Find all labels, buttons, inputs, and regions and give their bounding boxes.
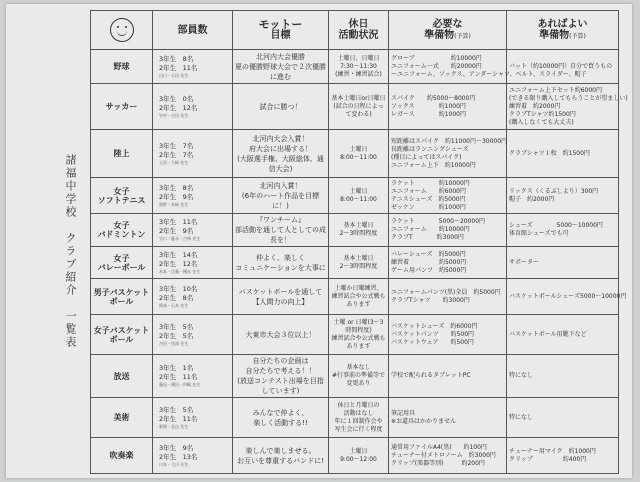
holiday-line: 土曜日 [349, 145, 368, 153]
member-count: 2年生 11名 [159, 373, 198, 381]
club-required [389, 398, 507, 438]
club-row [91, 84, 619, 130]
optional-item: バスケットボールシューズ5000〜10000円 [509, 292, 627, 300]
club-name-line: サッカー [105, 102, 138, 111]
required-item: 練習着 約5000円 [391, 258, 467, 266]
club-holiday [329, 84, 389, 130]
club-motto [233, 130, 329, 178]
club-row [91, 315, 619, 355]
holiday-line: 9:00〜12:00 [340, 455, 377, 463]
club-holiday [329, 247, 389, 279]
member-count: 3年生 10名 [159, 284, 198, 293]
club-name-line: 女子バスケット [93, 325, 150, 335]
required-item: ゲーム用パンツ 約5000円 [391, 266, 467, 274]
motto-line: 北河内大会優勝 [256, 52, 305, 61]
club-motto [233, 84, 329, 130]
club-optional [507, 247, 619, 279]
club-members [153, 355, 233, 398]
club-optional [507, 214, 619, 247]
motto-line: 夏の優勝野球大会で２次優勝に進む [235, 62, 326, 81]
motto-line: 楽しんで楽しませる。 [245, 446, 316, 455]
club-advisors: 川木・大川 先生 [159, 461, 189, 467]
club-holiday [329, 398, 389, 438]
holiday-line: 休日と月曜日の [337, 401, 380, 409]
required-item: ラケット 約10000円 [391, 179, 470, 187]
required-item: バレーシューズ 約5000円 [391, 250, 466, 258]
club-required [389, 279, 507, 315]
holiday-line: 8:00〜11:00 [340, 153, 377, 161]
club-holiday [329, 50, 389, 84]
club-name-line: バドミントン [97, 230, 146, 239]
member-count: 3年生 14名 [159, 250, 198, 259]
required-item: (種目によってはスパイク) [391, 153, 462, 161]
optional-item: 帽子 約2000円 [509, 195, 555, 203]
optional-item: サポーター [509, 258, 540, 266]
required-item: 学校で配られるタブレットPC [391, 372, 471, 379]
club-required [389, 84, 507, 130]
club-name-line: 男子バスケット [93, 287, 150, 297]
club-row [91, 279, 619, 315]
required-item: 長距離はランニングシューズ [391, 145, 469, 153]
motto-line: お互いを尊重するバンドに! [237, 456, 324, 465]
club-name-line: ボール [109, 296, 134, 306]
holiday-line: 2〜3時間程度 [339, 230, 378, 237]
club-required [389, 315, 507, 355]
required-item: グローブ 約10000円 [391, 54, 482, 62]
member-count: 3年生 1名 [159, 364, 194, 372]
required-item: テニスシューズ 約5000円 [391, 195, 466, 203]
club-advisors: 竹口・藤永・古林 先生 [159, 236, 201, 241]
club-optional [507, 50, 619, 84]
club-advisors: 阿部・石木 先生 [159, 302, 189, 308]
club-name-line: 野球 [113, 62, 130, 71]
club-holiday [329, 214, 389, 247]
club-optional [507, 438, 619, 474]
club-motto [233, 279, 329, 315]
holiday-line: 基本なし [346, 364, 371, 371]
club-members [153, 247, 233, 279]
club-holiday [329, 130, 389, 178]
club-name [91, 247, 153, 279]
holiday-line: 土曜 or 日曜(3〜3時間程度) [333, 318, 384, 334]
holiday-line: 年に１回制作会や [334, 417, 383, 425]
member-count: 3年生 9名 [159, 443, 194, 452]
member-count: 2年生 11名 [159, 63, 198, 72]
motto-line: 【人間力の向上】 [252, 297, 309, 306]
club-holiday [329, 355, 389, 398]
club-advisors: 木本・辻藤・樋永 先生 [159, 268, 201, 274]
club-name [91, 279, 153, 315]
club-name-line: 陸上 [113, 149, 130, 158]
club-required [389, 247, 507, 279]
club-motto [233, 214, 329, 247]
holiday-line: 土曜日、日曜日 [337, 54, 380, 62]
optional-item: クラブシャツ１枚 約1500円 [509, 149, 590, 157]
member-count: 3年生 5名 [159, 322, 194, 331]
header-face-cell [91, 11, 153, 50]
motto-line: (放送コンテスト出場を目指しています) [237, 377, 324, 395]
required-item: ユニフォームパンツ(黒)全員 約5000円 [391, 288, 501, 296]
club-advisors: 藤田・國田・村嶋 先生 [159, 382, 201, 387]
required-item: クラブT 約3000円 [391, 234, 464, 241]
club-members [153, 438, 233, 474]
header-members: 部員数 [153, 11, 233, 50]
club-name [91, 50, 153, 84]
required-item: 通常用ファイルA4(黒) 約100円 [391, 443, 487, 451]
club-advisors: 土居・大崎 先生 [159, 159, 189, 165]
club-row [91, 214, 619, 247]
club-holiday [329, 438, 389, 474]
member-count: 2年生 12名 [159, 259, 198, 268]
holiday-line: 8:00〜11:00 [340, 195, 377, 203]
required-item: ユニフォーム 約10000円 [391, 226, 470, 233]
required-item: ゼッケン 約1000円 [391, 203, 466, 211]
required-item: ーユニフォーム、ソックス、アンダーシャツ、ベルト、スライダー、帽子 [391, 70, 587, 78]
required-item: ※お道具はかかりません [391, 417, 457, 425]
club-required [389, 438, 507, 474]
member-count: 2年生 7名 [159, 150, 194, 159]
header-row [91, 11, 619, 50]
club-row [91, 247, 619, 279]
required-item: バスケットシューズ 約6000円 [391, 322, 478, 330]
header-required: 必要な 準備物(予算) [389, 11, 507, 50]
club-row [91, 398, 619, 438]
club-advisors: 新開・北山 先生 [159, 423, 189, 429]
motto-line: 大東市大会３位以上！ [245, 330, 316, 339]
club-list-sheet [6, 4, 632, 478]
club-advisors: 奥野・木崎 先生 [159, 201, 189, 207]
club-name-line: 放送 [113, 371, 130, 381]
club-name [91, 438, 153, 474]
motto-line: 北河内入賞！ [259, 181, 302, 190]
optional-item: シューズ 5000〜10000円 [509, 222, 603, 229]
optional-item: クリップ 約400円 [509, 455, 587, 463]
optional-item: クラブTシャツ約1500円 [509, 110, 576, 118]
holiday-line: 土曜日 [349, 187, 368, 195]
club-members [153, 214, 233, 247]
motto-line: 北河内大会入賞！ [252, 134, 309, 143]
holiday-line: (練習・練習試合) [335, 70, 382, 78]
optional-item: 特になし [509, 413, 534, 421]
club-advisors: 山口・石田 先生 [159, 72, 189, 78]
required-item: スパイク 約5000〜8000円 [391, 94, 476, 102]
motto-line: 試合に勝つ！ [259, 102, 302, 111]
motto-line: バスケットボールを通して [238, 287, 323, 296]
required-item: バスケットウェア 約500円 [391, 338, 474, 346]
club-name-line: 女子 [113, 186, 130, 196]
required-item: ユニフォーム上下 約10000円 [391, 161, 476, 169]
required-item: レガース 約1000円 [391, 110, 466, 118]
club-motto [233, 438, 329, 474]
club-row [91, 438, 619, 474]
club-required [389, 355, 507, 398]
club-name [91, 130, 153, 178]
holiday-line: 2〜3時間程度 [339, 262, 378, 270]
motto-line: コミュニケーションを大事に [235, 263, 326, 272]
club-optional [507, 279, 627, 315]
club-motto [233, 178, 329, 214]
club-required [389, 214, 507, 247]
club-motto [233, 355, 329, 398]
header-motto: モットー 目標 [233, 11, 329, 50]
club-row [91, 130, 619, 178]
member-count: 3年生 5名 [159, 405, 194, 414]
member-count: 2年生 8名 [159, 293, 194, 302]
club-members [153, 84, 233, 130]
optional-item: (購入しなくても大丈夫) [509, 118, 574, 126]
header-holiday: 休日 活動状況 [329, 11, 389, 50]
club-members [153, 398, 233, 438]
club-table [90, 10, 628, 474]
motto-line: 仲よく、楽しく [256, 253, 305, 262]
club-optional [507, 130, 619, 178]
club-motto [233, 315, 329, 355]
club-row [91, 50, 619, 84]
club-optional [507, 315, 619, 355]
holiday-line: (試合の日程によって変わる) [333, 102, 384, 118]
motto-line: 部活動を通して人としての成長を！ [235, 226, 326, 244]
club-advisors: 竹中・吉田 先生 [159, 112, 189, 118]
document-side-title: 諸福中学校 クラブ紹介 一覧表 [64, 154, 77, 349]
club-required [389, 130, 507, 178]
required-item: クリップ(楽器等別) 約200円 [391, 459, 485, 467]
required-item: クラブTシャツ 約3000円 [391, 296, 470, 304]
motto-line: 楽しく活動する!! [253, 418, 308, 427]
motto-line: 自分たちの企画は [252, 357, 309, 365]
club-motto [233, 247, 329, 279]
holiday-line: 活動はなし [343, 409, 374, 417]
club-name [91, 355, 153, 398]
holiday-line: #行事前の準備等で変更あり [331, 372, 386, 387]
optional-item: (できる限り購入してもらうことが望ましい) [509, 94, 628, 102]
club-name [91, 214, 153, 247]
club-members [153, 279, 233, 315]
optional-item: バスケットボール用靴下など [509, 330, 587, 338]
club-name-line: 女子 [113, 221, 130, 230]
club-row [91, 178, 619, 214]
header-optional: あればよい 準備物(予算) [507, 11, 619, 50]
club-required [389, 178, 507, 214]
member-count: 2年生 9名 [159, 192, 194, 201]
club-row [91, 355, 619, 398]
motto-line: (大阪選手権、大阪総体、通信大会) [237, 154, 324, 173]
required-item: チューナー付メトロノーム 約3000円 [391, 451, 496, 459]
motto-line: 府大会に出場する！ [249, 144, 312, 153]
club-name-line: 吹奏楽 [109, 451, 134, 460]
member-count: 3年生 8名 [159, 183, 194, 192]
club-name-line: 女子 [113, 253, 130, 263]
club-name-line: バレーボール [97, 262, 146, 272]
club-name [91, 178, 153, 214]
club-name-line: 美術 [113, 413, 130, 422]
club-members [153, 130, 233, 178]
club-members [153, 178, 233, 214]
optional-item: バット（約10000円）自分で買うもの [509, 62, 613, 70]
club-holiday [329, 315, 389, 355]
member-count: 3年生 0名 [159, 94, 194, 103]
optional-item: 練習着 約2000円 [509, 102, 561, 110]
required-item: ラケット 5000〜20000円 [391, 218, 486, 225]
club-name [91, 315, 153, 355]
club-members [153, 315, 233, 355]
optional-item: リックス（くるぶしより）300円 [509, 187, 599, 195]
holiday-line: 練習試合や公式戦もあります [331, 292, 386, 308]
holiday-line: 7:30〜11:30 [340, 62, 377, 70]
club-name [91, 84, 153, 130]
holiday-line: 基本土曜日or日曜日 [331, 94, 386, 102]
optional-item: ユニフォーム上下セット約6000円 [509, 86, 602, 94]
club-optional [507, 398, 619, 438]
club-optional [507, 355, 619, 398]
club-members [153, 50, 233, 84]
required-item: 筆記用具 [391, 409, 416, 417]
smiley-icon [110, 18, 134, 42]
holiday-line: 練習試合や公式戦もあります [331, 334, 386, 350]
holiday-line: 基本土曜日 [343, 222, 374, 229]
member-count: 2年生 9名 [159, 227, 194, 235]
club-name-line: ソフトテニス [97, 195, 146, 205]
holiday-line: 土曜日 [349, 447, 368, 455]
holiday-line: 基本土曜日 [343, 254, 374, 262]
club-advisors: 吉田・里深 先生 [159, 340, 189, 346]
required-item: ソックス 約1000円 [391, 102, 466, 110]
club-holiday [329, 279, 389, 315]
required-item: ユニフォーム一式 約20000円 [391, 62, 482, 70]
club-name-line: ボール [109, 334, 134, 344]
required-item: バスケットパンツ 約500円 [391, 330, 475, 338]
optional-item: 体育館シューズでも可 [509, 230, 569, 237]
required-item: 短距離はスパイク 約11000円〜30000円 [391, 137, 508, 145]
motto-line: (6年のハート作品を目標に！) [241, 191, 320, 210]
member-count: 2年生 11名 [159, 414, 198, 423]
club-motto [233, 50, 329, 84]
club-motto [233, 398, 329, 438]
motto-line: 自分たちで考える！！ [245, 367, 316, 375]
required-item: ユニフォーム 約6000円 [391, 187, 466, 195]
motto-line: みんなで仲よく、 [252, 408, 309, 417]
member-count: 2年生 13名 [159, 452, 198, 461]
club-optional [507, 178, 619, 214]
optional-item: チューナー用マイク 約1000円 [509, 447, 596, 455]
holiday-line: 土曜か日曜練習、 [334, 284, 383, 292]
optional-item: 特になし [509, 372, 534, 379]
motto-line: 『ワンチーム』 [256, 216, 305, 224]
club-name [91, 398, 153, 438]
member-count: 2年生 5名 [159, 331, 194, 340]
club-optional [507, 84, 628, 130]
member-count: 3年生 8名 [159, 54, 194, 63]
member-count: 3年生 11名 [159, 218, 198, 226]
club-holiday [329, 178, 389, 214]
member-count: 2年生 12名 [159, 103, 198, 112]
holiday-line: 写生会に行く程度 [334, 425, 383, 433]
member-count: 3年生 7名 [159, 141, 194, 150]
